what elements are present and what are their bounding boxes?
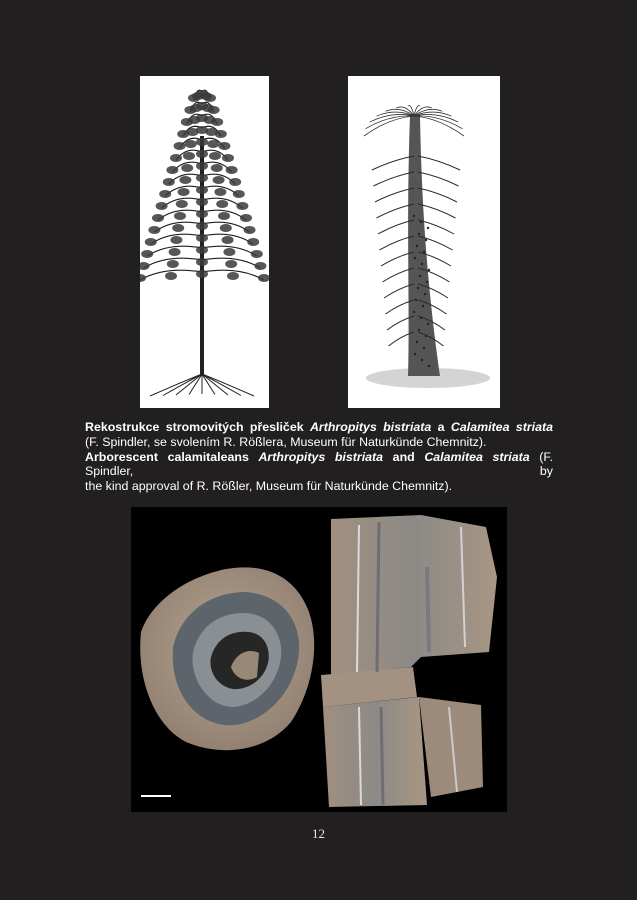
page-number: 12 (312, 826, 325, 841)
arthropitys-reconstruction-image (140, 76, 269, 408)
calamitea-reconstruction-image (348, 76, 500, 408)
caption-en-line-1 (85, 450, 553, 480)
scale-bar (141, 795, 171, 797)
caption-en-species-1: Arthropitys bistriata (258, 449, 384, 464)
caption-cz-line-1 (85, 420, 553, 435)
caption-en-credit-2: the kind approval of R. Rößler, Museum für Naturkünde Chemnitz). (85, 479, 453, 494)
caption-cz-credit: (F. Spindler, se svolením R. Rößlera, Museum für Naturkünde Chemnitz). (85, 434, 487, 449)
caption-en-credit-1: (F. Spindler, by (85, 449, 554, 479)
caption-cz-title: Rekostrukce stromovitých přesliček (85, 420, 304, 434)
figure-caption (85, 420, 553, 494)
caption-cz-and: a (437, 420, 445, 434)
caption-en-and: and (392, 449, 415, 464)
caption-cz-species-2: Calamitea striata (450, 420, 553, 434)
caption-en-species-2: Calamitea striata (424, 449, 530, 464)
fossil-photo (131, 507, 507, 812)
caption-cz-species-1: Arthropitys bistriata (309, 420, 432, 434)
caption-en-title: Arborescent calamitaleans (85, 449, 249, 464)
